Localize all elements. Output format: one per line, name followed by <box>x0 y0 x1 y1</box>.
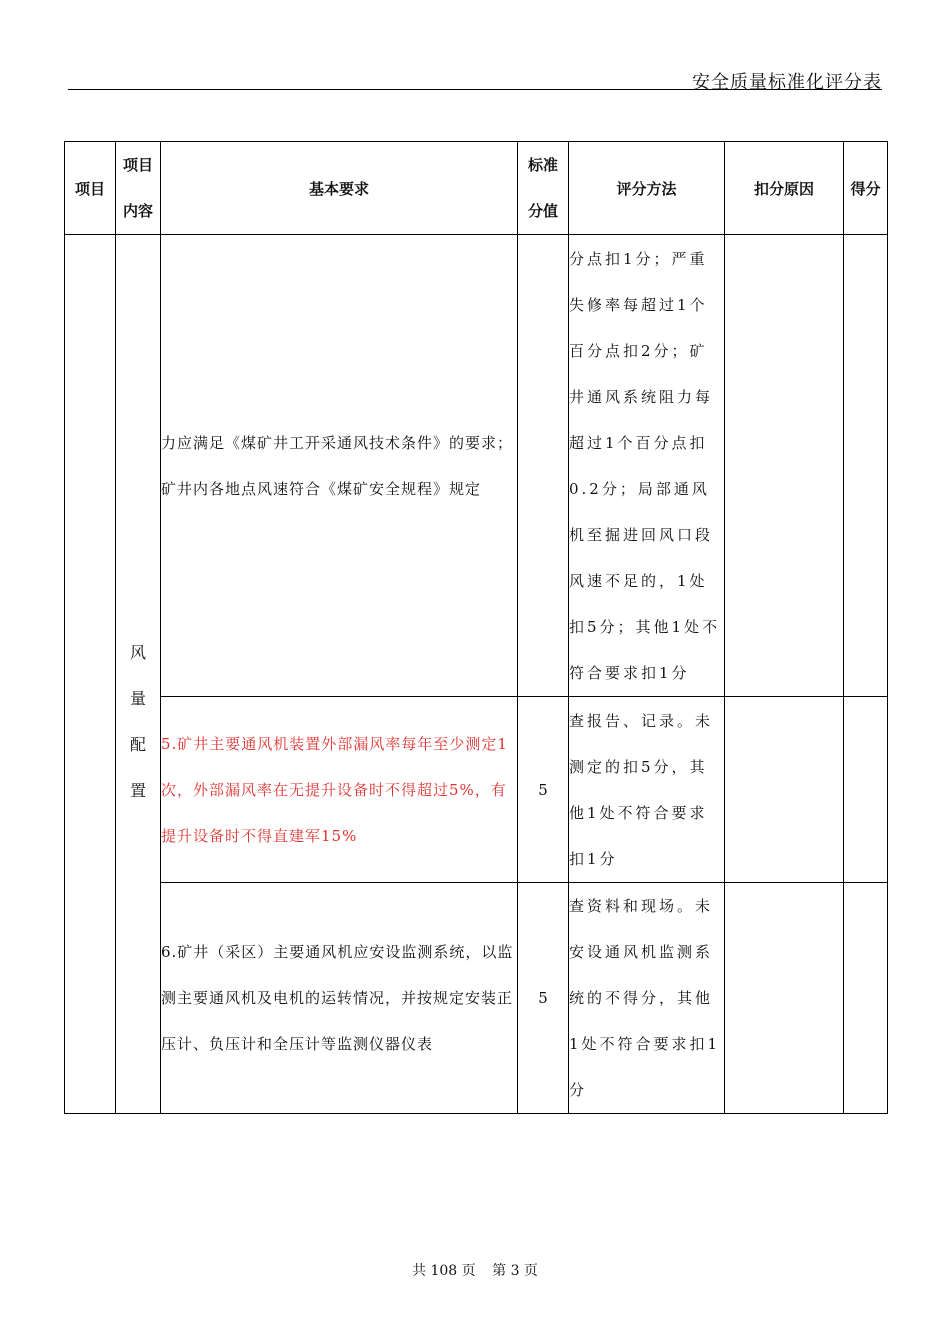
standard-cell: 5 <box>518 883 569 1114</box>
page-footer <box>0 1260 950 1280</box>
score-cell <box>844 883 888 1114</box>
method-cell: 查报告、记录。未测定的扣5分，其他1处不符合要求扣1分 <box>569 697 725 883</box>
deduct-reason-cell <box>725 883 844 1114</box>
score-cell <box>844 697 888 883</box>
header-standard-line2: 分值 <box>527 202 558 220</box>
standard-cell <box>518 235 569 697</box>
content-char: 风 <box>129 643 146 662</box>
header-requirement: 基本要求 <box>161 142 518 235</box>
table-row <box>65 883 888 1114</box>
header-standard-line1: 标准 <box>527 156 558 174</box>
content-char: 置 <box>129 781 146 800</box>
requirement-cell: 6.矿井（采区）主要通风机应安设监测系统，以监测主要通风机及电机的运转情况，并按规定安装正压计、负压计和全压计等监测仪器仪表 <box>161 883 518 1114</box>
header-deduct-reason: 扣分原因 <box>725 142 844 235</box>
header-content-line2: 内容 <box>122 202 153 220</box>
header-item: 项目 <box>65 142 116 235</box>
deduct-reason-cell <box>725 235 844 697</box>
header-divider <box>68 89 882 90</box>
page-total: 共 108 页 <box>412 1263 476 1279</box>
page-current: 第 3 页 <box>492 1263 538 1279</box>
scoring-table <box>64 141 888 1114</box>
header-content-line1: 项目 <box>122 156 153 174</box>
requirement-cell: 5.矿井主要通风机装置外部漏风率每年至少测定1次，外部漏风率在无提升设备时不得超过5%，有提升设备时不得直建军15% <box>161 697 518 883</box>
header-score: 得分 <box>844 142 888 235</box>
header-content <box>116 142 161 235</box>
content-char: 配 <box>129 735 146 754</box>
method-cell: 查资料和现场。未安设通风机监测系统的不得分，其他1处不符合要求扣1分 <box>569 883 725 1114</box>
header-standard <box>518 142 569 235</box>
standard-cell: 5 <box>518 697 569 883</box>
table-header-row <box>65 142 888 235</box>
content-char: 量 <box>129 689 146 708</box>
score-cell <box>844 235 888 697</box>
page-header-title: 安全质量标准化评分表 <box>692 72 882 93</box>
content-cell <box>116 235 161 1114</box>
table-row <box>65 235 888 697</box>
requirement-cell: 力应满足《煤矿井工开采通风技术条件》的要求；矿井内各地点风速符合《煤矿安全规程》规定 <box>161 235 518 697</box>
table-row <box>65 697 888 883</box>
deduct-reason-cell <box>725 697 844 883</box>
item-cell <box>65 235 116 1114</box>
header-method: 评分方法 <box>569 142 725 235</box>
method-cell: 分点扣1分；严重失修率每超过1个百分点扣2分；矿井通风系统阻力每超过1个百分点扣0.2分；局部通风机至掘进回风口段风速不足的，1处扣5分；其他1处不符合要求扣1分 <box>569 235 725 697</box>
